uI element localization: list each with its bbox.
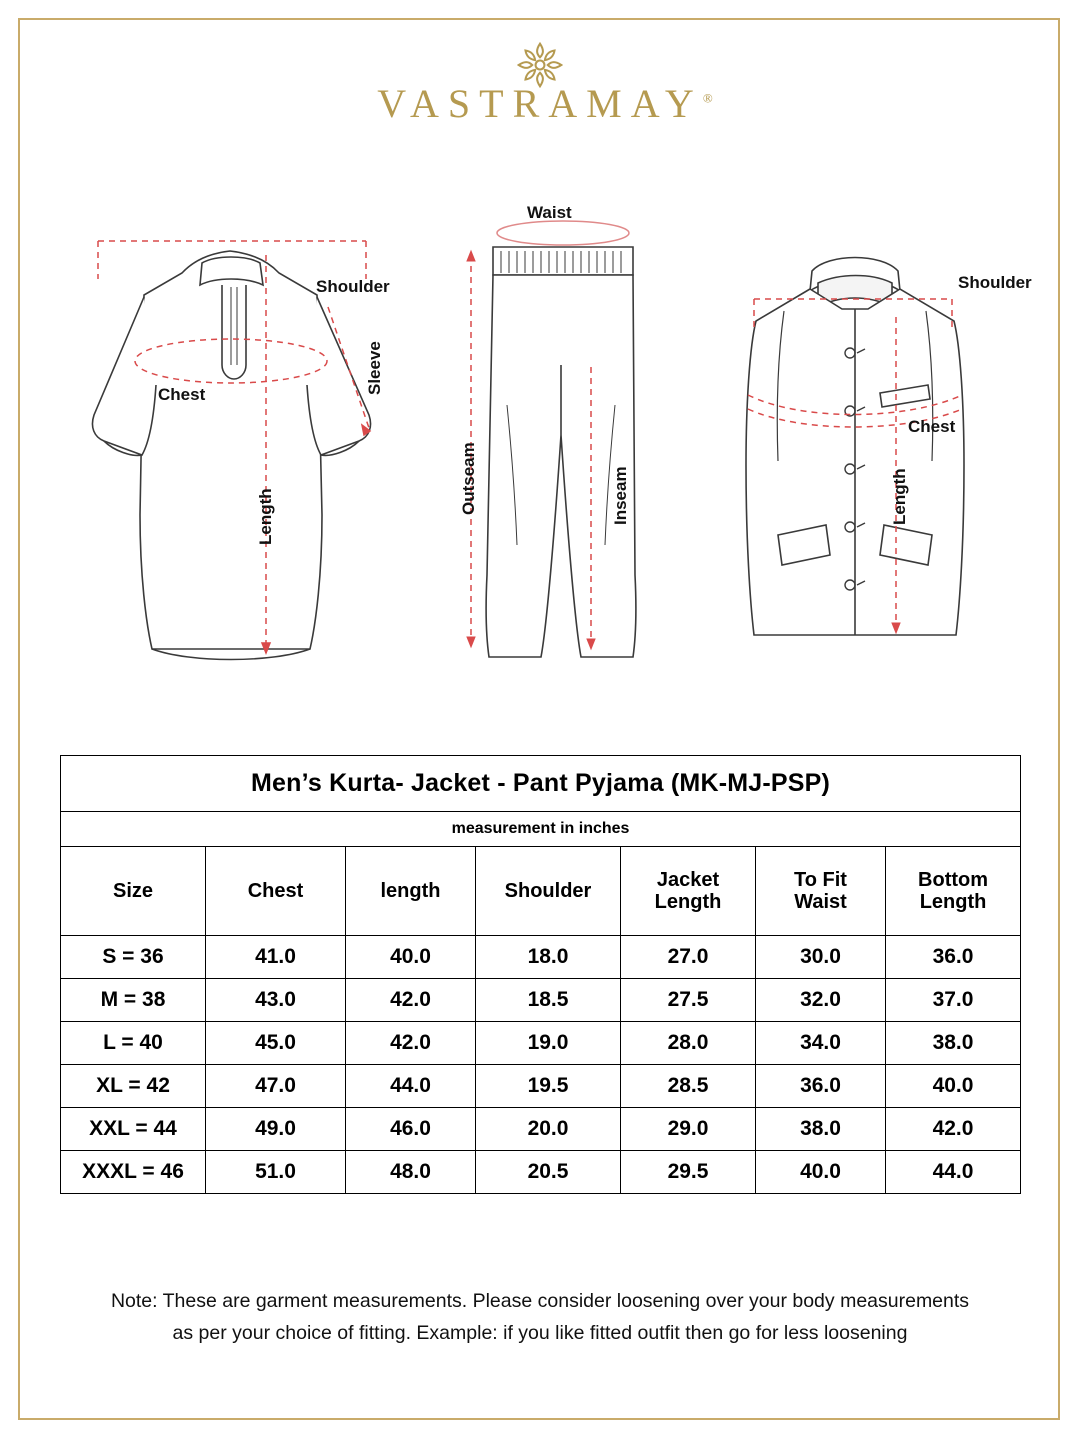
cell-length: 48.0	[346, 1151, 476, 1194]
cell-chest: 45.0	[206, 1022, 346, 1065]
cell-size: XL = 42	[61, 1065, 206, 1108]
brand-name	[367, 80, 712, 127]
column-header-bottom-line1: Bottom	[918, 868, 989, 891]
kurta-length-label: Length	[256, 488, 275, 545]
table-subtitle: measurement in inches	[61, 812, 1021, 847]
pyjama-inseam-label: Inseam	[611, 466, 630, 525]
cell-shoulder: 20.0	[476, 1108, 621, 1151]
cell-bottom-length: 42.0	[886, 1108, 1021, 1151]
size-chart-table-wrapper	[60, 755, 1020, 1194]
measurement-note	[50, 1285, 1030, 1349]
pyjama-outseam-label: Outseam	[459, 442, 478, 515]
jacket-chest-label: Chest	[908, 417, 956, 436]
cell-jacket-length: 29.5	[621, 1151, 756, 1194]
registered-mark: ®	[702, 90, 713, 106]
column-header-jacket-line1: Jacket	[656, 868, 720, 891]
kurta-figure	[70, 215, 400, 685]
kurta-chest-label: Chest	[158, 385, 206, 404]
jacket-length-label: Length	[890, 468, 909, 525]
column-header-jacket-length	[621, 847, 756, 936]
cell-shoulder: 19.0	[476, 1022, 621, 1065]
cell-chest: 49.0	[206, 1108, 346, 1151]
cell-to-fit-waist: 40.0	[756, 1151, 886, 1194]
table-title-row	[61, 756, 1021, 812]
column-header-shoulder	[476, 847, 621, 936]
column-header-size	[61, 847, 206, 936]
column-header-shoulder-line1: Shoulder	[504, 879, 592, 902]
table-row	[61, 1151, 1021, 1194]
cell-length: 46.0	[346, 1108, 476, 1151]
cell-to-fit-waist: 30.0	[756, 936, 886, 979]
pyjama-figure	[415, 195, 705, 685]
cell-size: L = 40	[61, 1022, 206, 1065]
cell-bottom-length: 37.0	[886, 979, 1021, 1022]
cell-bottom-length: 38.0	[886, 1022, 1021, 1065]
cell-to-fit-waist: 36.0	[756, 1065, 886, 1108]
column-header-bottom-length	[886, 847, 1021, 936]
column-header-to-fit-waist	[756, 847, 886, 936]
brand-logo	[0, 34, 1080, 127]
kurta-sleeve-label: Sleeve	[365, 341, 384, 395]
table-row	[61, 1065, 1021, 1108]
cell-jacket-length: 27.0	[621, 936, 756, 979]
table-row	[61, 1022, 1021, 1065]
pyjama-waist-label: Waist	[527, 203, 572, 222]
table-row	[61, 1108, 1021, 1151]
cell-jacket-length: 29.0	[621, 1108, 756, 1151]
cell-jacket-length: 28.0	[621, 1022, 756, 1065]
column-header-waist-line1: To Fit	[794, 868, 847, 891]
cell-to-fit-waist: 32.0	[756, 979, 886, 1022]
cell-bottom-length: 44.0	[886, 1151, 1021, 1194]
cell-to-fit-waist: 34.0	[756, 1022, 886, 1065]
column-header-size-line1: Size	[112, 879, 154, 902]
jacket-figure	[700, 225, 1032, 685]
cell-bottom-length: 36.0	[886, 936, 1021, 979]
column-header-length	[346, 847, 476, 936]
cell-shoulder: 19.5	[476, 1065, 621, 1108]
cell-size: M = 38	[61, 979, 206, 1022]
cell-length: 44.0	[346, 1065, 476, 1108]
column-header-bottom-line2: Length	[919, 891, 987, 913]
cell-shoulder: 18.0	[476, 936, 621, 979]
cell-bottom-length: 40.0	[886, 1065, 1021, 1108]
pyjama-svg	[415, 195, 705, 685]
cell-chest: 47.0	[206, 1065, 346, 1108]
cell-shoulder: 20.5	[476, 1151, 621, 1194]
table-title: Men’s Kurta- Jacket - Pant Pyjama (MK-MJ-PSP)	[61, 756, 1021, 812]
jacket-svg	[700, 225, 1020, 685]
table-header-row	[61, 847, 1021, 936]
note-line-2: as per your choice of fitting. Example: if you like fitted outfit then go for less loosening	[172, 1322, 908, 1345]
column-header-chest	[206, 847, 346, 936]
cell-chest: 51.0	[206, 1151, 346, 1194]
cell-to-fit-waist: 38.0	[756, 1108, 886, 1151]
column-header-chest-line1: Chest	[247, 879, 304, 902]
cell-jacket-length: 27.5	[621, 979, 756, 1022]
cell-shoulder: 18.5	[476, 979, 621, 1022]
cell-size: XXL = 44	[61, 1108, 206, 1151]
table-subtitle-row	[61, 812, 1021, 847]
column-header-length-line1: length	[380, 879, 441, 902]
brand-name-text: VASTRAMAY	[377, 81, 703, 126]
cell-size: S = 36	[61, 936, 206, 979]
note-line-1: Note: These are garment measurements. Please consider loosening over your body measurements	[110, 1290, 970, 1312]
cell-length: 42.0	[346, 1022, 476, 1065]
cell-chest: 43.0	[206, 979, 346, 1022]
garment-illustrations	[40, 195, 1040, 715]
column-header-waist-line2: Waist	[794, 891, 847, 913]
table-row	[61, 979, 1021, 1022]
kurta-shoulder-label: Shoulder	[316, 277, 390, 296]
cell-jacket-length: 28.5	[621, 1065, 756, 1108]
jacket-shoulder-label: Shoulder	[958, 273, 1032, 292]
cell-chest: 41.0	[206, 936, 346, 979]
cell-length: 40.0	[346, 936, 476, 979]
cell-length: 42.0	[346, 979, 476, 1022]
column-header-jacket-line2: Length	[654, 891, 722, 913]
table-row	[61, 936, 1021, 979]
size-chart-table	[60, 755, 1021, 1194]
cell-size: XXXL = 46	[61, 1151, 206, 1194]
